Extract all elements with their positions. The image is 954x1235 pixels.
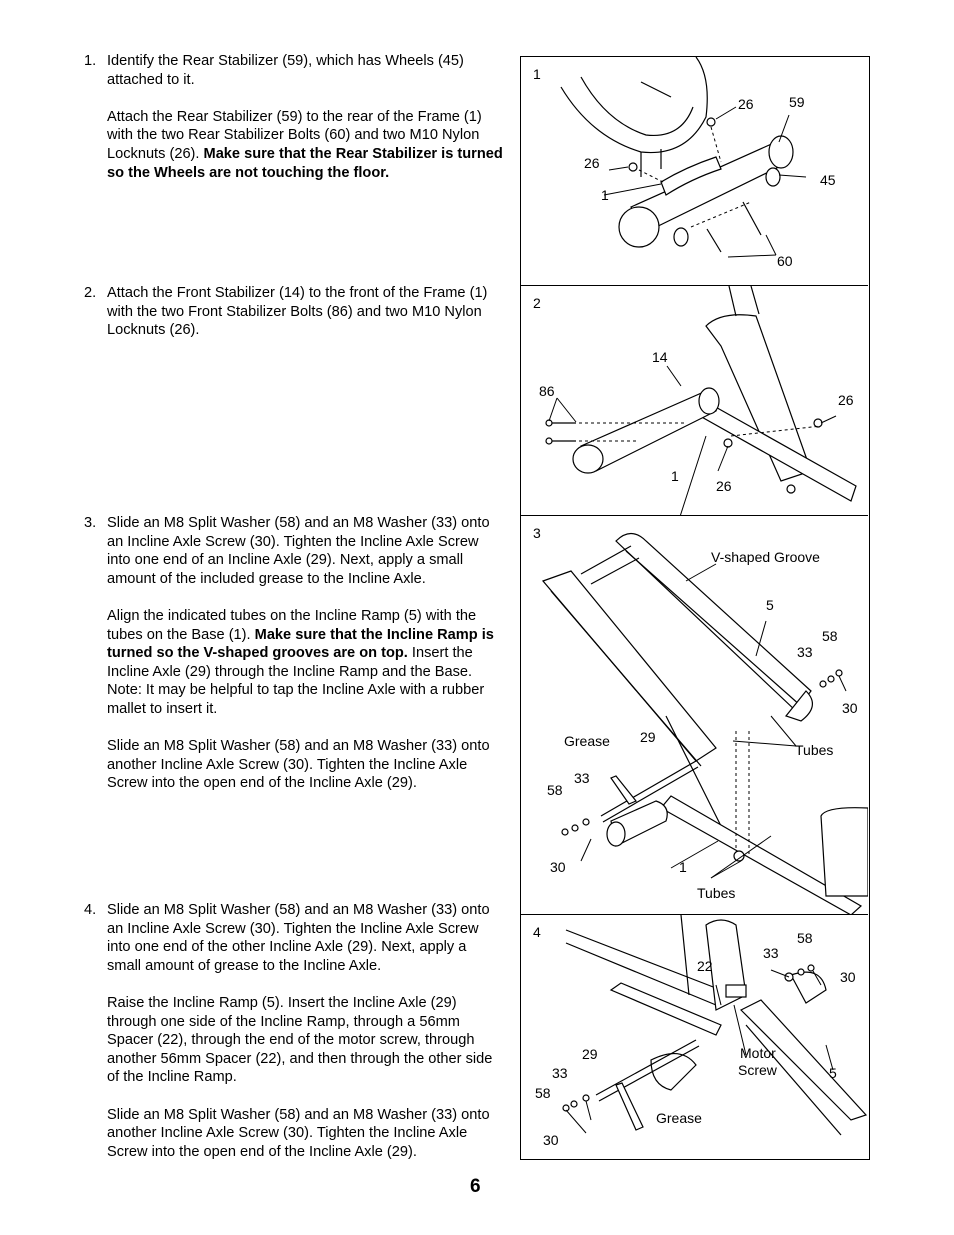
figure-number: 1 xyxy=(533,66,541,82)
step-body xyxy=(107,52,504,182)
part-label: 14 xyxy=(652,349,668,365)
figure-2 xyxy=(521,286,868,516)
step-paragraph xyxy=(107,1106,504,1162)
bold-instruction: Make sure that the Incline Ramp is turned so the V-shaped grooves are on top. xyxy=(107,626,494,662)
part-label: 59 xyxy=(789,94,805,110)
part-label: 45 xyxy=(820,172,836,188)
part-label: 26 xyxy=(838,392,854,408)
step-3 xyxy=(84,514,504,793)
instruction-text: Slide an M8 Split Washer (58) and an M8 Washer (33) onto another Incline Axle Screw (30). Tighten the Incline Axle Screw into the open end of the Incline Axle (29). xyxy=(107,1106,490,1160)
step-2 xyxy=(84,284,504,340)
figure-4 xyxy=(521,915,868,1159)
step-paragraph xyxy=(107,284,504,340)
part-label: 58 xyxy=(822,628,838,644)
instruction-text: Identify the Rear Stabilizer (59), which has Wheels (45) attached to it. xyxy=(107,53,464,88)
part-label: 1 xyxy=(679,859,687,875)
part-label: 33 xyxy=(574,770,590,786)
step-paragraph xyxy=(107,52,504,89)
step-paragraph xyxy=(107,994,504,1087)
part-label: 29 xyxy=(582,1046,598,1062)
part-label: 58 xyxy=(797,930,813,946)
part-label: Tubes xyxy=(795,742,834,758)
step-paragraph xyxy=(107,737,504,793)
figure-3 xyxy=(521,516,868,915)
instruction-text: Insert the Incline Axle (29) through the Incline Ramp and the Base. Note: It may be helpful to tap the Incline Axle with a rubber mallet to insert it. xyxy=(107,645,485,717)
part-label: 33 xyxy=(763,945,779,961)
part-label: 33 xyxy=(552,1065,568,1081)
part-label: Screw xyxy=(738,1062,777,1078)
step-number: 4. xyxy=(84,902,97,918)
part-label: Grease xyxy=(564,733,610,749)
part-label: Grease xyxy=(656,1110,702,1126)
part-label: 30 xyxy=(550,859,566,875)
step-body xyxy=(107,901,504,1161)
part-label: 5 xyxy=(829,1065,837,1081)
part-label: 86 xyxy=(539,383,555,399)
figure-3-drawing xyxy=(521,516,868,915)
instruction-text: Slide an M8 Split Washer (58) and an M8 Washer (33) onto another Incline Axle Screw (30). Tighten the Incline Axle Screw into the open end of the Incline Axle (29). xyxy=(107,738,490,792)
step-paragraph xyxy=(107,607,504,719)
part-label: 58 xyxy=(535,1085,551,1101)
part-label: 26 xyxy=(716,478,732,494)
step-4 xyxy=(84,901,504,1161)
part-label: 1 xyxy=(601,187,609,203)
instruction-text: Raise the Incline Ramp (5). Insert the Incline Axle (29) through one side of the Incline Ramp, through a 56mm Spacer (22), through the end of the motor screw, through another 56mm Spacer (22), and then through the other side of the Incline Ramp. xyxy=(107,994,493,1086)
part-label: 58 xyxy=(547,782,563,798)
instruction-text: Align the indicated tubes on the Incline Ramp (5) with the tubes on the Base (1). xyxy=(107,607,477,643)
part-label: 30 xyxy=(842,700,858,716)
part-label: 1 xyxy=(671,468,679,484)
step-paragraph xyxy=(107,108,504,182)
part-label: 30 xyxy=(840,969,856,985)
part-label: 60 xyxy=(777,253,793,269)
figure-number: 2 xyxy=(533,295,541,311)
part-label: V-shaped Groove xyxy=(711,549,820,565)
part-label: 22 xyxy=(697,958,713,974)
part-label: 30 xyxy=(543,1132,559,1148)
step-number: 2. xyxy=(84,285,97,301)
page-number: 6 xyxy=(470,1176,481,1197)
figure-column xyxy=(520,56,870,1160)
step-paragraph xyxy=(107,901,504,975)
part-label: 26 xyxy=(738,96,754,112)
figure-number: 4 xyxy=(533,924,541,940)
figure-1-drawing xyxy=(521,57,868,286)
step-1 xyxy=(84,52,504,182)
step-body xyxy=(107,514,504,793)
figure-2-drawing xyxy=(521,286,868,516)
step-number: 3. xyxy=(84,515,97,531)
part-label: Tubes xyxy=(697,885,736,901)
part-label: Motor xyxy=(740,1045,776,1061)
part-label: 5 xyxy=(766,597,774,613)
instruction-text: Attach the Front Stabilizer (14) to the front of the Frame (1) with the two Front Stabilizer Bolts (86) and two M10 Nylon Locknuts (26). xyxy=(107,285,488,339)
figure-1 xyxy=(521,57,868,286)
step-paragraph xyxy=(107,514,504,588)
figure-number: 3 xyxy=(533,525,541,541)
bold-instruction: Make sure that the Rear Stabilizer is turned so the Wheels are not touching the floor. xyxy=(107,145,503,181)
instruction-text: Attach the Rear Stabilizer (59) to the rear of the Frame (1) with the two Rear Stabilizer Bolts (60) and two M10 Nylon Locknuts (26). xyxy=(107,108,482,162)
instruction-text: Slide an M8 Split Washer (58) and an M8 Washer (33) onto an Incline Axle Screw (30). Tighten the Incline Axle Screw into one end of the other Incline Axle (29). Next, apply a small amount of grease to the Incline Axle. xyxy=(107,902,490,974)
part-label: 33 xyxy=(797,644,813,660)
instruction-text: Slide an M8 Split Washer (58) and an M8 Washer (33) onto an Incline Axle Screw (30). Tighten the Incline Axle Screw into one end of an Incline Axle (29). Next, apply a small amount of the included grease to the Incline Axle. xyxy=(107,515,490,587)
step-body xyxy=(107,284,504,340)
step-number: 1. xyxy=(84,53,97,69)
part-label: 29 xyxy=(640,729,656,745)
part-label: 26 xyxy=(584,155,600,171)
